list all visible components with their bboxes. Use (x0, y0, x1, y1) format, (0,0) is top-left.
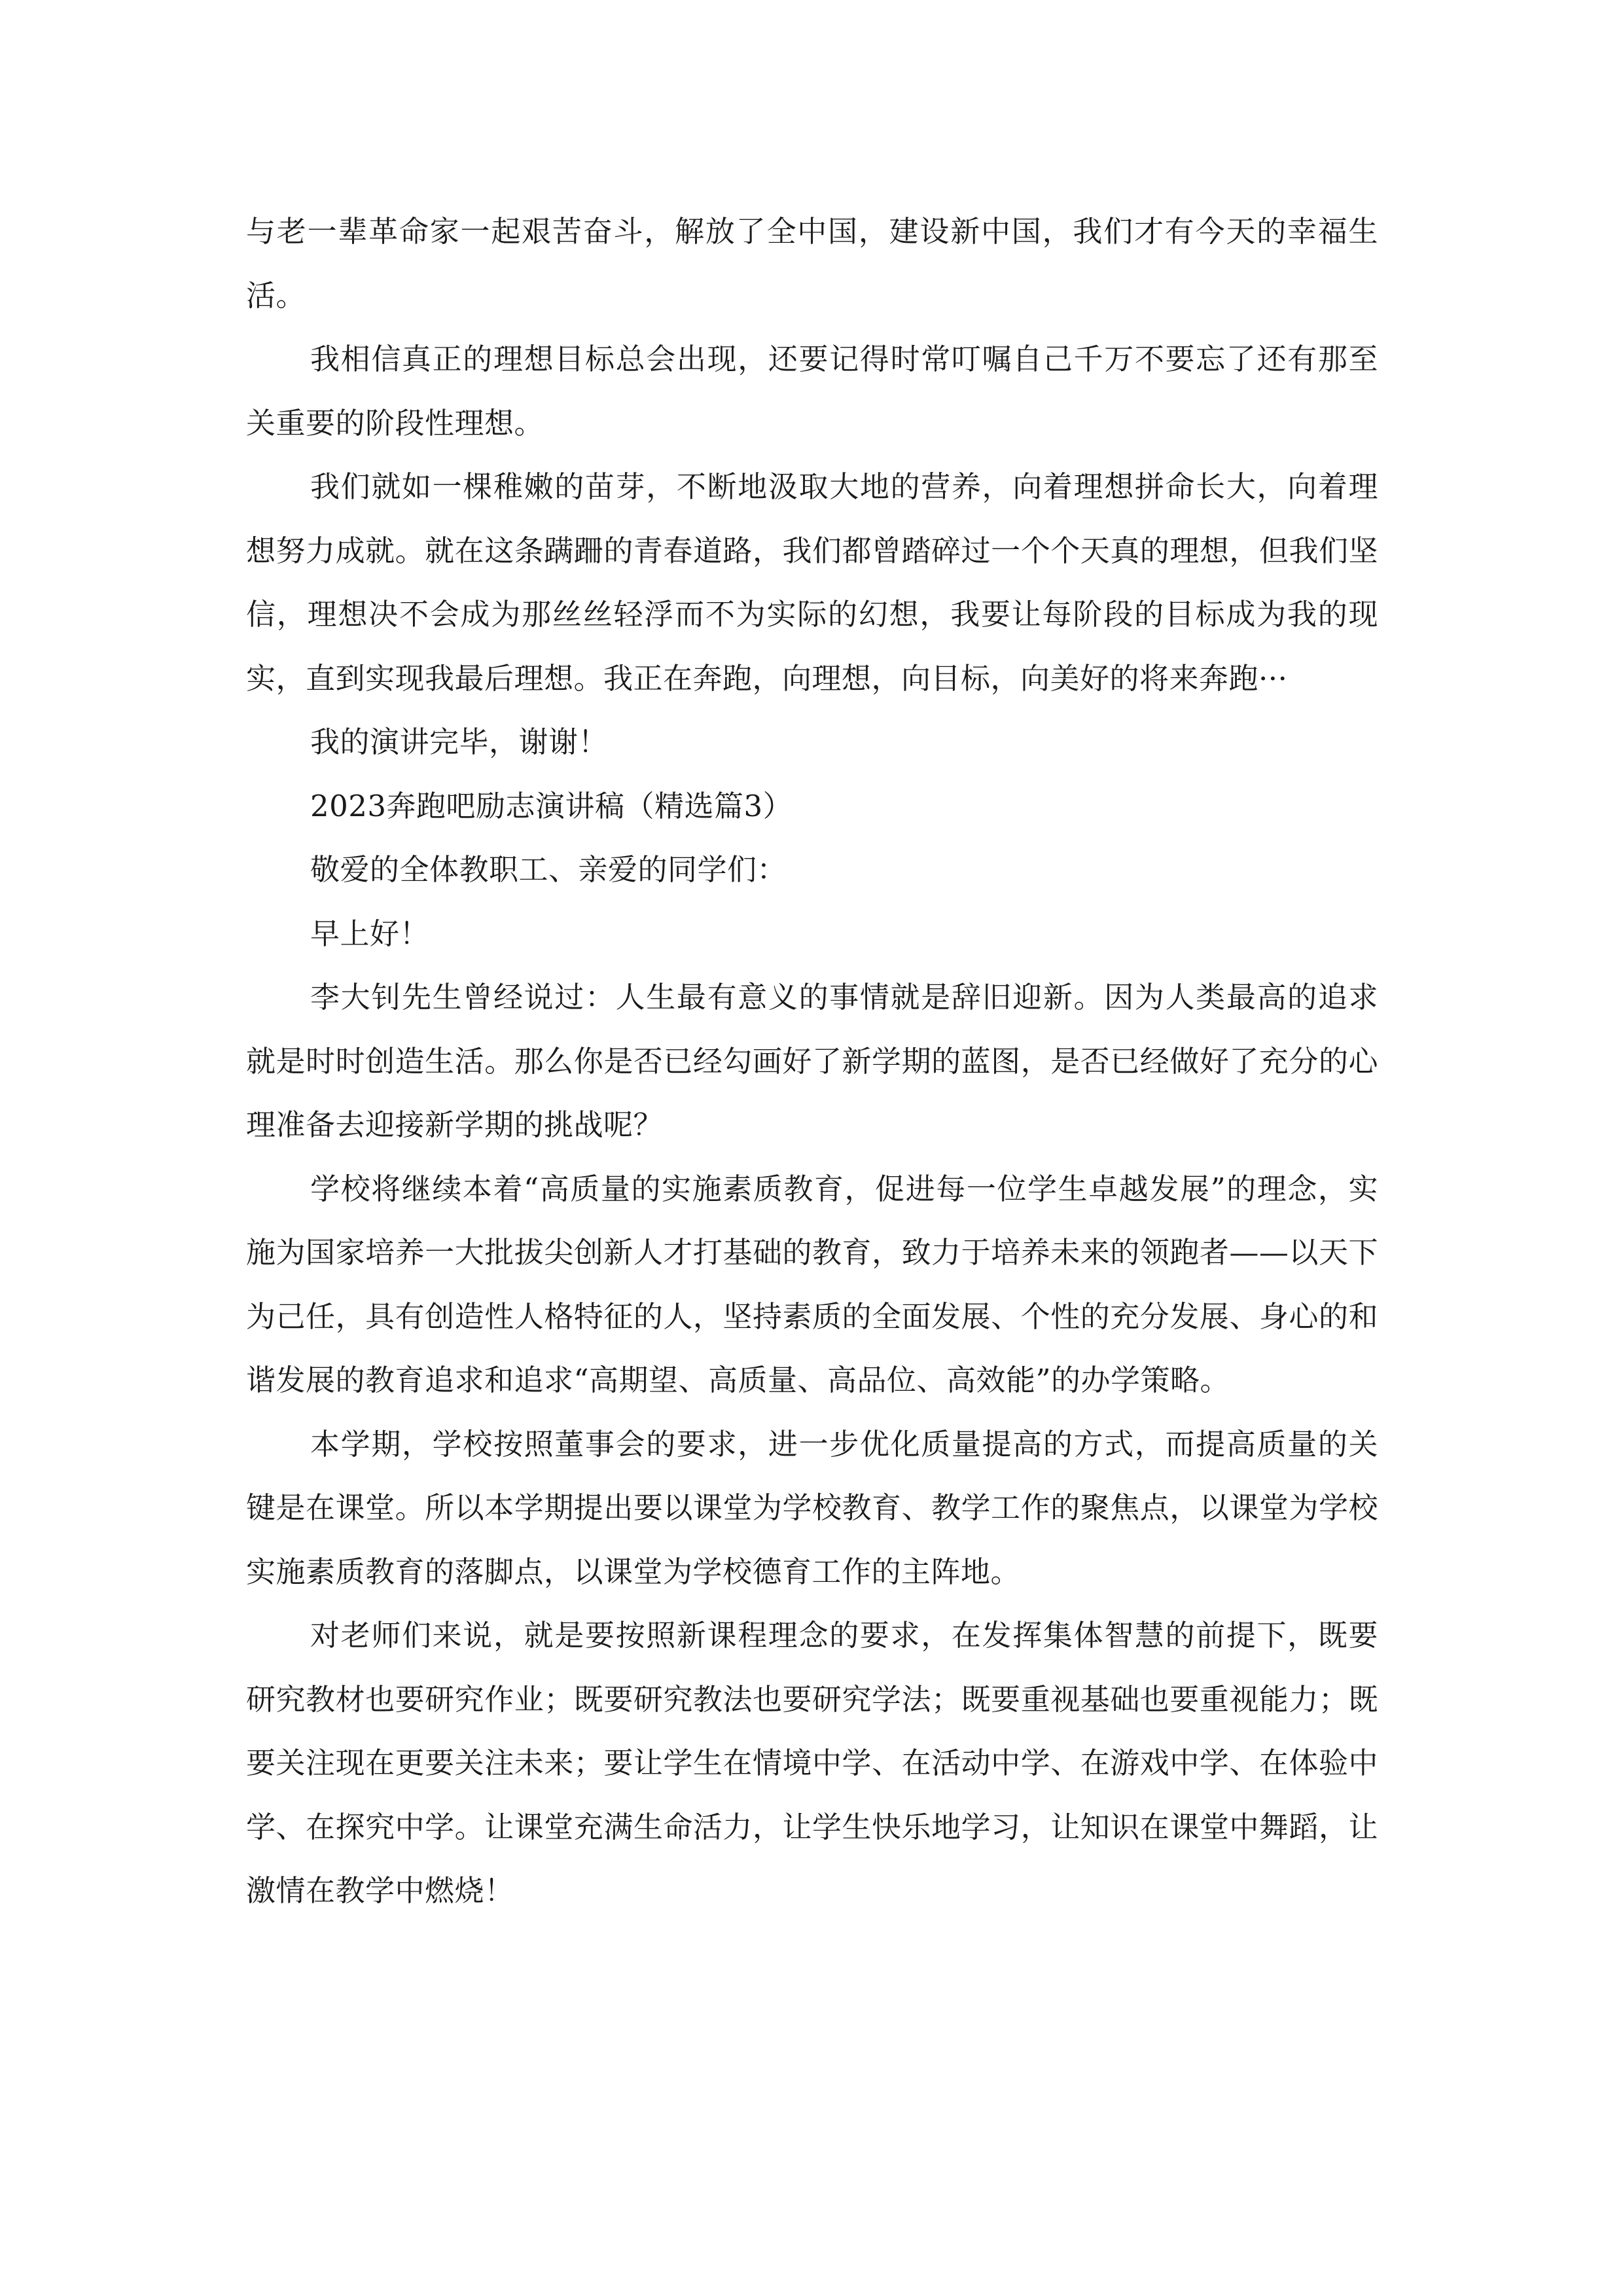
document-body (246, 200, 1378, 1923)
paragraph-1: 与老一辈革命家一起艰苦奋斗，解放了全中国，建设新中国，我们才有今天的幸福生活。 (246, 214, 1378, 313)
paragraph-10: 本学期，学校按照董事会的要求，进一步优化质量提高的方式，而提高质量的关键是在课堂。所以本学期提出要以课堂为学校教育、教学工作的聚焦点，以课堂为学校实施素质教育的落脚点，以课堂为学校德育工作的主阵地。 (246, 1426, 1378, 1589)
paragraph-2: 我相信真正的理想目标总会出现，还要记得时常叮嘱自己千万不要忘了还有那至关重要的阶段性理想。 (246, 342, 1378, 440)
paragraph-3: 我们就如一棵稚嫩的苗芽，不断地汲取大地的营养，向着理想拼命长大，向着理想努力成就。就在这条蹒跚的青春道路，我们都曾踏碎过一个个天真的理想，但我们坚信，理想决不会成为那丝丝轻浮而不为实际的幻想，我要让每阶段的目标成为我的现实，直到实现我最后理想。我正在奔跑，向理想，向目标，向美好的将来奔跑··· (246, 469, 1378, 696)
paragraph-4: 我的演讲完毕，谢谢！ (310, 725, 609, 759)
greeting: 早上好！ (310, 916, 430, 951)
salutation: 敬爱的全体教职工、亲爱的同学们： (310, 852, 787, 887)
paragraph-11: 对老师们来说，就是要按照新课程理念的要求，在发挥集体智慧的前提下，既要研究教材也要研究作业；既要研究教法也要研究学法；既要重视基础也要重视能力；既要关注现在更要关注未来；要让学生在情境中学、在活动中学、在游戏中学、在体验中学、在探究中学。让课堂充满生命活力，让学生快乐地学习，让知识在课堂中舞蹈，让激情在教学中燃烧！ (246, 1618, 1378, 1908)
paragraph-8: 李大钊先生曾经说过：人生最有意义的事情就是辞旧迎新。因为人类最高的追求就是时时创造生活。那么你是否已经勾画好了新学期的蓝图，是否已经做好了充分的心理准备去迎接新学期的挑战呢？ (246, 980, 1378, 1142)
paragraph-9: 学校将继续本着“高质量的实施素质教育，促进每一位学生卓越发展”的理念，实施为国家培养一大批拔尖创新人才打基础的教育，致力于培养未来的领跑者——以天下为己任，具有创造性人格特征的人，坚持素质的全面发展、个性的充分发展、身心的和谐发展的教育追求和追求“高期望、高质量、高品位、高效能”的办学策略。 (246, 1171, 1378, 1397)
section-heading: 2023奔跑吧励志演讲稿（精选篇3） (310, 788, 793, 823)
